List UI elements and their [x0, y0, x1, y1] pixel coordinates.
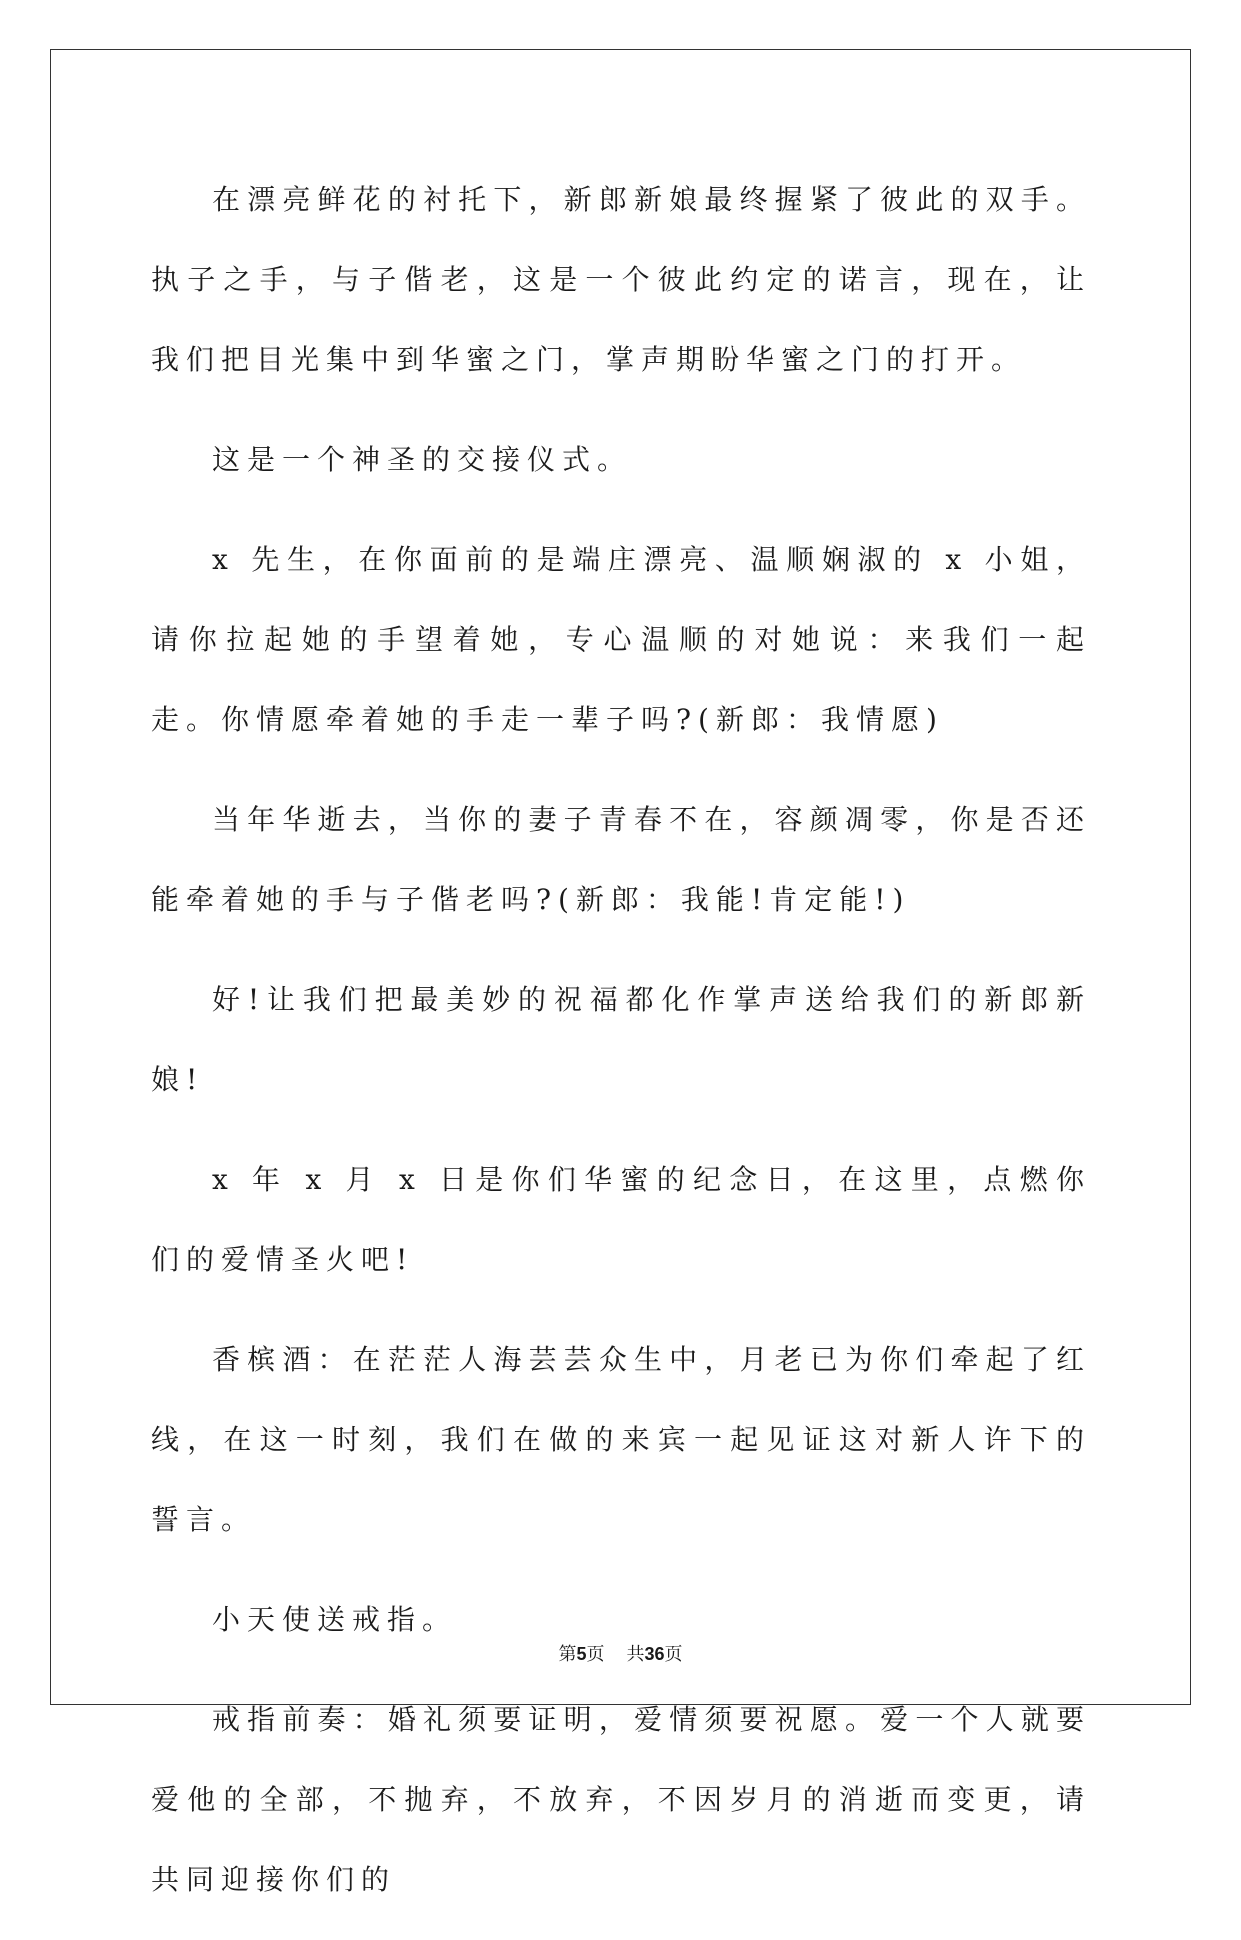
paragraph: 香槟酒：在茫茫人海芸芸众生中，月老已为你们牵起了红线，在这一时刻，我们在做的来宾一起见证这对新人许下的誓言。 [151, 1343, 1091, 1536]
paragraph: 好!让我们把最美妙的祝福都化作掌声送给我们的新郎新娘! [151, 983, 1091, 1096]
paragraph: 戒指前奏：婚礼须要证明，爱情须要祝愿。爱一个人就要爱他的全部，不抛弃，不放弃，不因岁月的消逝而变更，请共同迎接你们的 [151, 1703, 1091, 1896]
page-prefix: 第 [558, 1644, 577, 1665]
page-number: 5 [576, 1644, 587, 1664]
page-suffix: 页 [586, 1644, 605, 1665]
paragraph: 当年华逝去，当你的妻子青春不在，容颜凋零，你是否还能牵着她的手与子偕老吗?(新郎：我能!肯定能!) [151, 803, 1091, 916]
total-pages: 36 [644, 1644, 665, 1664]
paragraph: x 年 x 月 x 日是你们华蜜的纪念日，在这里，点燃你们的爱情圣火吧! [151, 1163, 1091, 1276]
paragraph: 在漂亮鲜花的衬托下，新郎新娘最终握紧了彼此的双手。执子之手，与子偕老，这是一个彼此约定的诺言，现在，让我们把目光集中到华蜜之门，掌声期盼华蜜之门的打开。 [151, 183, 1091, 376]
total-prefix: 共 [626, 1644, 645, 1665]
paragraph: 这是一个神圣的交接仪式。 [212, 443, 633, 476]
document-body [151, 160, 1091, 1940]
total-suffix: 页 [664, 1644, 683, 1665]
paragraph: x 先生，在你面前的是端庄漂亮、温顺娴淑的 x 小姐，请你拉起她的手望着她，专心温顺的对她说：来我们一起走。你情愿牵着她的手走一辈子吗?(新郎：我情愿) [151, 543, 1091, 736]
page-footer [0, 1642, 1241, 1667]
paragraph: 小天使送戒指。 [212, 1603, 458, 1636]
